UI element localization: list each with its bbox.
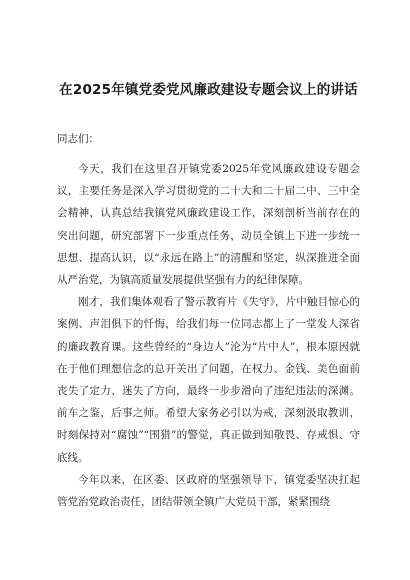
document-title: 在2025年镇党委党风廉政建设专题会议上的讲话 — [59, 82, 358, 98]
paragraph-2: 刚才，我们集体观看了警示教育片《失守》，片中触目惊心的案例、声泪俱下的忏悔，给我们每一位同志都上了一堂发人深省的廉政教育课。这些曾经的“身边人”沦为“片中人”，根本原因就在于他们理想信念的总开关出了问题，在权力、金钱、美色面前丧失了定力、迷失了方向，最终一步步滑向了违纪违法的深渊。前车之鉴，后事之师。希望大家务必引以为戒，深刻汲取教训，时刻保持对“腐蚀”“围猎”的警觉，真正做到知敬畏、存戒惧、守底线。 — [57, 296, 360, 464]
salutation: 同志们： — [57, 133, 99, 145]
paragraph-1: 今天，我们在这里召开镇党委2025年党风廉政建设专题会议，主要任务是深入学习贯彻党的二十大和二十届二中、三中全会精神，认真总结我镇党风廉政建设工作，深刻剖析当前存在的突出问题，研究部署下一步重点任务，动员全镇上下进一步统一思想、提高认识，以“永远在路上”的清醒和坚定，纵深推进全面从严治党，为镇高质量发展提供坚强有力的纪律保障。 — [57, 163, 360, 287]
paragraph-3: 今年以来，在区委、区政府的坚强领导下，镇党委坚决扛起管党治党政治责任，团结带领全镇广大党员干部，紧紧围绕 — [57, 473, 360, 509]
